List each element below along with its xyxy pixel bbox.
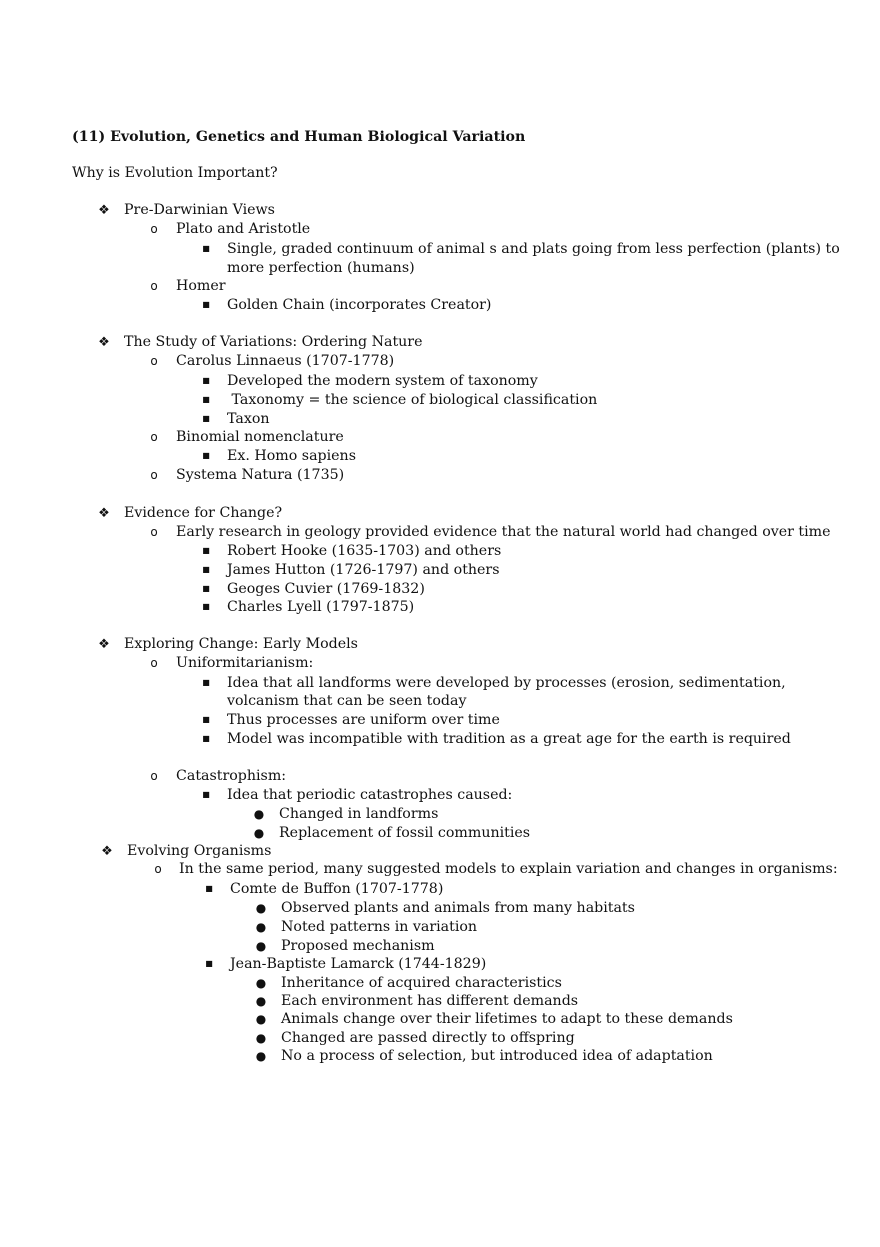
list-item: Carolus Linnaeus (1707-1778): [176, 353, 395, 369]
dot-bullet-icon: ●: [255, 901, 267, 915]
dot-bullet-icon: ●: [255, 939, 267, 953]
circle-bullet-icon: o: [150, 430, 158, 444]
diamond-bullet-icon: ❖: [101, 844, 113, 859]
square-bullet-icon: ■: [202, 584, 210, 593]
dot-bullet-icon: ●: [255, 976, 267, 990]
circle-bullet-icon: o: [150, 525, 158, 539]
list-item: Systema Natura (1735): [176, 467, 345, 483]
subtitle: Why is Evolution Important?: [72, 165, 278, 181]
square-bullet-icon: ■: [202, 395, 210, 404]
square-bullet-icon: ■: [205, 884, 213, 893]
list-item: Comte de Buffon (1707-1778): [230, 881, 444, 897]
list-item: Observed plants and animals from many habitats: [281, 900, 635, 916]
diamond-bullet-icon: ❖: [98, 637, 110, 652]
list-item: Geoges Cuvier (1769-1832): [227, 581, 425, 597]
dot-bullet-icon: ●: [255, 1049, 267, 1063]
dot-bullet-icon: ●: [255, 1031, 267, 1045]
list-item: Golden Chain (incorporates Creator): [227, 297, 492, 313]
list-item: Taxon: [227, 411, 270, 427]
dot-bullet-icon: ●: [253, 826, 265, 840]
list-item-continuation: volcanism that can be seen today: [227, 693, 467, 709]
list-item: Changed are passed directly to offspring: [281, 1030, 575, 1046]
list-item: Plato and Aristotle: [176, 221, 311, 237]
section-heading: Evidence for Change?: [124, 505, 283, 521]
diamond-bullet-icon: ❖: [98, 506, 110, 521]
circle-bullet-icon: o: [150, 656, 158, 670]
list-item: Thus processes are uniform over time: [227, 712, 500, 728]
list-item: Each environment has different demands: [281, 993, 579, 1009]
dot-bullet-icon: ●: [255, 994, 267, 1008]
square-bullet-icon: ■: [202, 451, 210, 460]
square-bullet-icon: ■: [202, 565, 210, 574]
list-item: Homer: [176, 278, 226, 294]
diamond-bullet-icon: ❖: [98, 335, 110, 350]
list-item: Developed the modern system of taxonomy: [227, 373, 538, 389]
list-item: Binomial nomenclature: [176, 429, 344, 445]
square-bullet-icon: ■: [202, 602, 210, 611]
circle-bullet-icon: o: [150, 222, 158, 236]
square-bullet-icon: ■: [202, 300, 210, 309]
section-heading: The Study of Variations: Ordering Nature: [124, 334, 423, 350]
circle-bullet-icon: o: [150, 769, 158, 783]
circle-bullet-icon: o: [154, 862, 162, 876]
square-bullet-icon: ■: [202, 414, 210, 423]
section-heading: Pre-Darwinian Views: [124, 202, 275, 218]
dot-bullet-icon: ●: [255, 920, 267, 934]
list-item: Ex. Homo sapiens: [227, 448, 356, 464]
dot-bullet-icon: ●: [253, 807, 265, 821]
list-item: Changed in landforms: [279, 806, 439, 822]
list-item: Early research in geology provided evidence that the natural world had changed over time: [176, 524, 831, 540]
list-item: Catastrophism:: [176, 768, 287, 784]
list-item: Charles Lyell (1797-1875): [227, 599, 415, 615]
square-bullet-icon: ■: [202, 734, 210, 743]
page-title: (11) Evolution, Genetics and Human Biological Variation: [72, 129, 526, 145]
diamond-bullet-icon: ❖: [98, 203, 110, 218]
dot-bullet-icon: ●: [255, 1012, 267, 1026]
list-item: Idea that periodic catastrophes caused:: [227, 787, 513, 803]
list-item: Idea that all landforms were developed by processes (erosion, sedimentation,: [227, 675, 786, 691]
list-item: Proposed mechanism: [281, 938, 435, 954]
square-bullet-icon: ■: [202, 376, 210, 385]
list-item: Taxonomy = the science of biological classification: [227, 392, 598, 408]
section-heading: Exploring Change: Early Models: [124, 636, 358, 652]
square-bullet-icon: ■: [202, 678, 210, 687]
square-bullet-icon: ■: [202, 715, 210, 724]
list-item: Model was incompatible with tradition as a great age for the earth is required: [227, 731, 791, 747]
list-item: Jean-Baptiste Lamarck (1744-1829): [230, 956, 487, 972]
list-item: Animals change over their lifetimes to adapt to these demands: [281, 1011, 733, 1027]
list-item: James Hutton (1726-1797) and others: [227, 562, 500, 578]
list-item: Robert Hooke (1635-1703) and others: [227, 543, 502, 559]
list-item: Replacement of fossil communities: [279, 825, 531, 841]
section-heading: Evolving Organisms: [127, 843, 272, 859]
square-bullet-icon: ■: [202, 244, 210, 253]
list-item: Uniformitarianism:: [176, 655, 314, 671]
list-item: Inheritance of acquired characteristics: [281, 975, 562, 991]
square-bullet-icon: ■: [202, 790, 210, 799]
list-item: In the same period, many suggested models to explain variation and changes in organisms:: [179, 861, 838, 877]
circle-bullet-icon: o: [150, 354, 158, 368]
square-bullet-icon: ■: [202, 546, 210, 555]
list-item: Noted patterns in variation: [281, 919, 478, 935]
circle-bullet-icon: o: [150, 468, 158, 482]
circle-bullet-icon: o: [150, 279, 158, 293]
list-item-continuation: more perfection (humans): [227, 260, 415, 276]
list-item: No a process of selection, but introduced idea of adaptation: [281, 1048, 713, 1064]
square-bullet-icon: ■: [205, 959, 213, 968]
list-item: Single, graded continuum of animal s and plats going from less perfection (plants) to: [227, 241, 840, 257]
